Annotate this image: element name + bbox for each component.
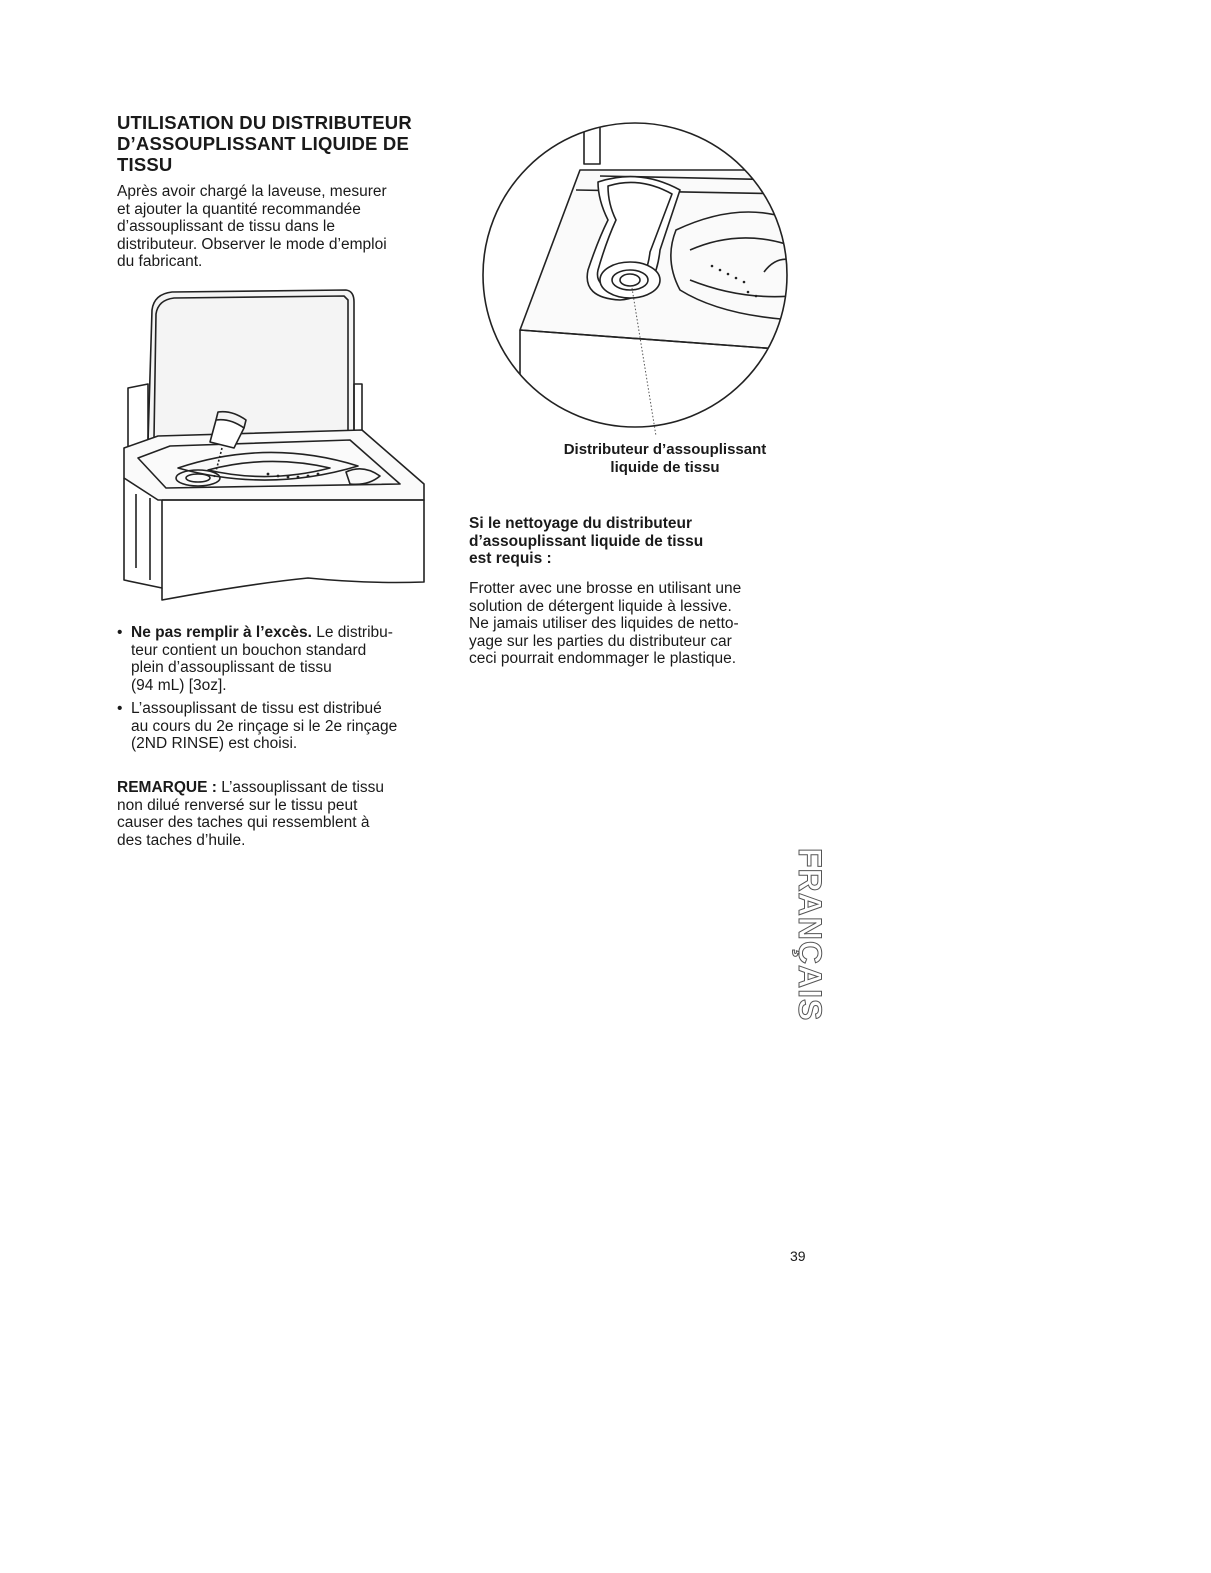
cleaning-heading-line: est requis : — [469, 550, 552, 567]
intro-line: et ajouter la quantité recommandée — [117, 200, 361, 218]
page-number: 39 — [790, 1248, 806, 1264]
cleaning-line: Frotter avec une brosse en utilisant une — [469, 580, 742, 597]
cleaning-line: Ne jamais utiliser des liquides de netto- — [469, 615, 739, 632]
cleaning-line: yage sur les parties du distributeur car — [469, 632, 732, 650]
intro-line: distributeur. Observer le mode d’emploi — [117, 235, 387, 253]
cleaning-heading — [469, 515, 809, 568]
note-line: non dilué renversé sur le tissu peut — [117, 796, 358, 814]
note-label: REMARQUE : — [117, 779, 217, 796]
language-tab-label: FRANÇAIS — [792, 848, 828, 1022]
note-paragraph — [117, 779, 457, 849]
cleaning-heading-line: d’assouplissant liquide de tissu — [469, 532, 704, 550]
intro-line: du fabricant. — [117, 253, 203, 270]
bullet-emphasis: Ne pas remplir à l’excès. — [131, 624, 312, 641]
bullet-text: Le distribu- — [311, 624, 393, 641]
heading-line: UTILISATION DU DISTRIBUTEUR — [117, 112, 412, 133]
bullet-line: au cours du 2e rinçage si le 2e rinçage — [131, 717, 398, 735]
list-item — [117, 624, 457, 694]
bullet-text: L’assouplissant de tissu est distribué — [131, 700, 382, 717]
heading-line: TISSU — [117, 154, 173, 175]
intro-paragraph — [117, 183, 457, 271]
cleaning-line: ceci pourrait endommager le plastique. — [469, 650, 737, 667]
bullet-line: plein d’assouplissant de tissu — [131, 659, 332, 676]
caption-line: liquide de tissu — [610, 458, 720, 476]
figure-caption — [520, 441, 810, 476]
cleaning-heading-line: Si le nettoyage du distributeur — [469, 515, 693, 532]
cleaning-line: solution de détergent liquide à lessive. — [469, 597, 732, 615]
cleaning-paragraph — [469, 580, 809, 668]
caption-line: Distributeur d’assouplissant — [563, 441, 767, 458]
bullet-symbol: • — [117, 624, 123, 641]
bullet-list — [117, 624, 457, 759]
washer-illustration — [118, 288, 430, 606]
list-item — [117, 700, 457, 753]
intro-line: Après avoir chargé la laveuse, mesurer — [117, 183, 387, 200]
heading-line: D’ASSOUPLISSANT LIQUIDE DE — [117, 133, 409, 154]
bullet-line: (94 mL) [3oz]. — [131, 676, 227, 694]
intro-line: d’assouplissant de tissu dans le — [117, 218, 335, 235]
bullet-line: (2ND RINSE) est choisi. — [131, 735, 298, 752]
note-line: des taches d’huile. — [117, 831, 246, 849]
bullet-symbol: • — [117, 700, 123, 717]
note-text: L’assouplissant de tissu — [216, 779, 385, 796]
language-tab — [787, 848, 827, 1062]
bullet-line: teur contient un bouchon standard — [131, 641, 367, 659]
note-line: causer des taches qui ressemblent à — [117, 814, 370, 831]
section-heading — [117, 112, 457, 175]
dispenser-detail-illustration — [480, 120, 792, 440]
